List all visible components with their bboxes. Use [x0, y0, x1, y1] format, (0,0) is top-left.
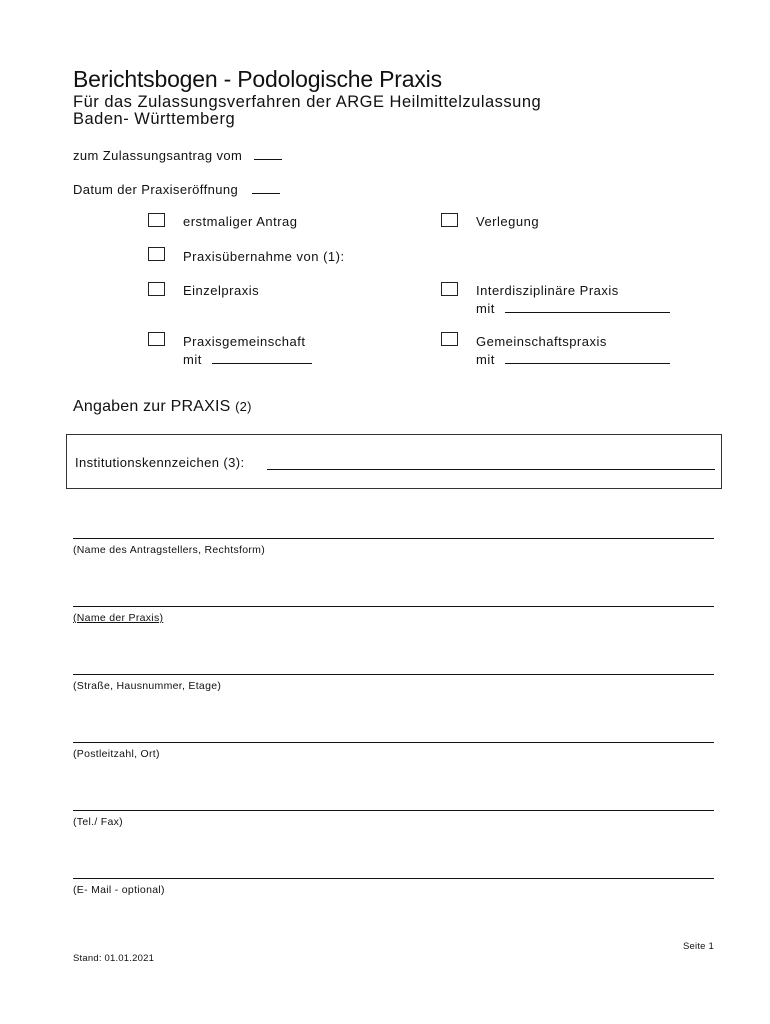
- checkbox-interdisziplinaere-praxis[interactable]: [441, 282, 458, 296]
- section-title-praxis: [73, 398, 252, 416]
- page-number: Seite 1: [683, 941, 714, 952]
- eroeffnung-date-field[interactable]: [252, 181, 280, 194]
- tel-fax-caption: (Tel./ Fax): [73, 816, 123, 828]
- interdisziplinaere-mit-field[interactable]: [505, 300, 670, 313]
- strasse-input-line[interactable]: [73, 674, 714, 675]
- document-subtitle-line2: Baden- Württemberg: [73, 110, 236, 128]
- antragsteller-caption: (Name des Antragstellers, Rechtsform): [73, 544, 265, 556]
- gemeinschaftspraxis-mit-row: [476, 351, 670, 369]
- checkbox-gemeinschaftspraxis[interactable]: [441, 332, 458, 346]
- antrag-date-label: zum Zulassungsantrag vom: [73, 148, 243, 163]
- eroeffnung-date-row: [73, 181, 280, 197]
- tel-fax-input-line[interactable]: [73, 810, 714, 811]
- checkbox-erstmaliger-antrag[interactable]: [148, 213, 165, 227]
- checkbox-praxisuebernahme[interactable]: [148, 247, 165, 261]
- email-caption: (E- Mail - optional): [73, 884, 165, 896]
- label-praxisuebernahme: Praxisübernahme von (1):: [183, 249, 345, 264]
- label-einzelpraxis: Einzelpraxis: [183, 283, 260, 298]
- praxisgemeinschaft-mit-label: mit: [183, 352, 202, 367]
- document-subtitle-line1: Für das Zulassungsverfahren der ARGE Heilmittelzulassung: [73, 93, 542, 111]
- interdisziplinaere-mit-row: [476, 300, 670, 318]
- gemeinschaftspraxis-mit-field[interactable]: [505, 351, 670, 364]
- label-praxisgemeinschaft: Praxisgemeinschaft: [183, 334, 306, 349]
- antragsteller-input-line[interactable]: [73, 538, 714, 539]
- label-interdisziplinaere-praxis: Interdisziplinäre Praxis: [476, 283, 619, 298]
- plz-ort-caption: (Postleitzahl, Ort): [73, 748, 160, 760]
- section-title-note: (2): [235, 399, 252, 414]
- label-verlegung: Verlegung: [476, 214, 540, 229]
- gemeinschaftspraxis-mit-label: mit: [476, 352, 495, 367]
- checkbox-verlegung[interactable]: [441, 213, 458, 227]
- section-title-text: Angaben zur PRAXIS: [73, 398, 231, 415]
- label-erstmaliger-antrag: erstmaliger Antrag: [183, 214, 298, 229]
- institution-label: Institutionskennzeichen (3):: [75, 455, 245, 470]
- eroeffnung-date-label: Datum der Praxiseröffnung: [73, 182, 239, 197]
- email-input-line[interactable]: [73, 878, 714, 879]
- interdisziplinaere-mit-label: mit: [476, 301, 495, 316]
- antrag-date-row: [73, 147, 282, 163]
- stand-date: Stand: 01.01.2021: [73, 953, 155, 964]
- institution-input-line[interactable]: [267, 469, 715, 470]
- praxisgemeinschaft-mit-field[interactable]: [212, 351, 312, 364]
- praxis-name-caption: (Name der Praxis): [73, 612, 164, 624]
- praxisgemeinschaft-mit-row: [183, 351, 312, 369]
- checkbox-praxisgemeinschaft[interactable]: [148, 332, 165, 346]
- strasse-caption: (Straße, Hausnummer, Etage): [73, 680, 222, 692]
- antrag-date-field[interactable]: [254, 147, 282, 160]
- document-title: Berichtsbogen - Podologische Praxis: [73, 66, 442, 92]
- checkbox-einzelpraxis[interactable]: [148, 282, 165, 296]
- praxis-name-input-line[interactable]: [73, 606, 714, 607]
- plz-ort-input-line[interactable]: [73, 742, 714, 743]
- label-gemeinschaftspraxis: Gemeinschaftspraxis: [476, 334, 607, 349]
- institution-box: [66, 434, 722, 489]
